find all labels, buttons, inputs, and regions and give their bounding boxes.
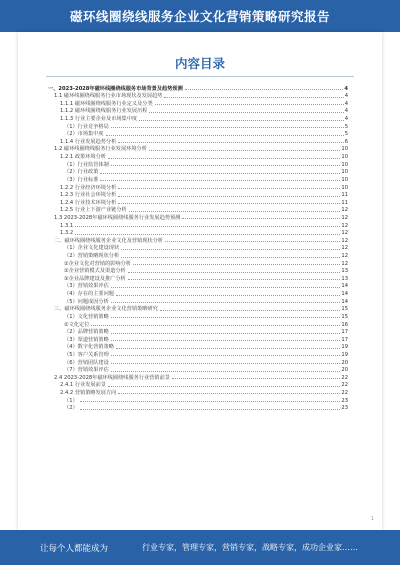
toc-leader-dots [165, 241, 340, 242]
report-footer [0, 530, 400, 565]
toc-entry-text: 1.2.5 行业上下游产业链分析 [60, 207, 127, 214]
page-number: 1 [370, 516, 374, 522]
toc-entry[interactable] [48, 84, 348, 92]
toc-leader-dots [182, 218, 340, 219]
toc-entry-text: （2）行业政策 [64, 169, 99, 176]
toc-entry[interactable] [48, 274, 348, 282]
toc-entry[interactable] [48, 373, 348, 381]
toc-entry-text: （1）文化营销策略 [64, 313, 109, 320]
toc-entry[interactable] [48, 320, 348, 328]
toc-entry-page: 10 [341, 169, 348, 176]
toc-entry-text: 1.1.2 磁环线圈绕线服务行业发展历程 [60, 108, 148, 115]
toc-entry[interactable] [48, 259, 348, 267]
toc-entry-text: （1）行业监管体制 [64, 161, 109, 168]
toc-entry[interactable] [48, 404, 348, 412]
toc-entry-page: 10 [341, 154, 348, 161]
toc-leader-dots [129, 211, 341, 212]
toc-leader-dots [111, 165, 341, 166]
toc-entry[interactable] [48, 206, 348, 214]
toc-entry-text: （3）营销效果评估 [64, 283, 109, 290]
toc-entry-text: 1.1.3 行业主要企业及市场集中度 [60, 116, 138, 123]
footer-slogan-right: 行业专家，管理专家，营销专家，战略专家，成功企业家…… [142, 543, 359, 552]
toc-leader-dots [160, 310, 341, 311]
toc-entry-page: 15 [341, 306, 348, 313]
toc-entry-text: 1.1 磁环线圈绕线服务行业市场现状及发展趋势 [54, 93, 163, 100]
toc-leader-dots [111, 127, 344, 128]
toc-entry-text: 1.1.4 行业发展趋势分析 [60, 138, 117, 145]
toc-entry[interactable] [48, 343, 348, 351]
toc-entry-page: 6 [344, 138, 348, 145]
toc-entry[interactable] [48, 92, 348, 100]
toc-leader-dots [121, 249, 340, 250]
toc-entry-text: （3）行业标准 [64, 176, 99, 183]
toc-entry-text: （3）渠道营销策略 [64, 336, 109, 343]
toc-entry-page: 19 [341, 351, 348, 358]
toc-leader-dots [118, 142, 343, 143]
toc-entry-page: 22 [341, 382, 348, 389]
toc-leader-dots [172, 378, 340, 379]
toc-entry-page: 17 [341, 329, 348, 336]
toc-entry[interactable] [48, 251, 348, 259]
toc-page [18, 32, 382, 530]
toc-entry-text: 1.2.3 行业社会环境分析 [60, 192, 117, 199]
toc-leader-dots [91, 325, 340, 326]
toc-entry-text: （4）数字化营销策略 [64, 344, 114, 351]
toc-leader-dots [128, 279, 341, 280]
toc-entry-page: 12 [341, 253, 348, 260]
toc-entry-page: 13 [341, 275, 348, 282]
toc-leader-dots [185, 89, 344, 90]
toc-leader-dots [111, 363, 341, 364]
toc-entry-text: 2.4.1 行业发展前景 [60, 382, 106, 389]
toc-leader-dots [121, 257, 340, 258]
toc-leader-dots [111, 340, 341, 341]
toc-leader-dots [108, 386, 340, 387]
toc-entry-text: 1.3.2 [60, 230, 74, 237]
toc-entry[interactable] [48, 312, 348, 320]
toc-entry-page: 20 [341, 359, 348, 366]
toc-entry-text: （7）营销效果评估 [64, 367, 109, 374]
toc-entry[interactable] [48, 160, 348, 168]
toc-entry-text: （2）营销策略现状分析 [64, 253, 120, 260]
toc-entry[interactable] [48, 107, 348, 115]
toc-entry[interactable] [48, 366, 348, 374]
toc-entry[interactable] [48, 168, 348, 176]
toc-entry[interactable] [48, 137, 348, 145]
toc-entry-text: （1）行业竞争格局 [64, 123, 109, 130]
toc-entry[interactable] [48, 289, 348, 297]
toc-entry-page: 13 [341, 268, 348, 275]
toc-entry[interactable] [48, 381, 348, 389]
toc-entry-text: ③企业品牌建设及推广分析 [64, 275, 126, 282]
toc-leader-dots [164, 97, 343, 98]
toc-entry[interactable] [48, 152, 348, 160]
toc-entry-page: 11 [341, 192, 348, 199]
toc-leader-dots [139, 120, 344, 121]
toc-entry-page: 15 [341, 313, 348, 320]
toc-entry[interactable] [48, 236, 348, 244]
toc-entry[interactable] [48, 213, 348, 221]
toc-leader-dots [118, 203, 340, 204]
toc-leader-dots [106, 135, 344, 136]
toc-entry-text: （2）品牌营销策略 [64, 329, 109, 336]
toc-leader-dots [133, 264, 340, 265]
toc-leader-dots [118, 393, 340, 394]
report-title: 磁环线圈绕线服务企业文化营销策略研究报告 [69, 9, 330, 24]
toc-leader-dots [116, 348, 340, 349]
toc-entry[interactable] [48, 282, 348, 290]
toc-entry[interactable] [48, 130, 348, 138]
toc-entry-text: 1.2 磁环线圈绕线服务行业发展环境分析 [54, 146, 147, 153]
toc-entry[interactable] [48, 221, 348, 229]
toc-entry-text: ①文化定位 [64, 321, 90, 328]
toc-leader-dots [75, 226, 340, 227]
toc-entry[interactable] [48, 198, 348, 206]
toc-entry[interactable] [48, 122, 348, 130]
toc-entry-page: 12 [341, 245, 348, 252]
toc-entry-page: 11 [341, 199, 348, 206]
toc-entry-text: （5）问题成因分析 [64, 298, 109, 305]
toc-entry-page: 16 [341, 321, 348, 328]
toc-leader-dots [80, 409, 341, 410]
toc-entry[interactable] [48, 388, 348, 396]
toc-entry-page: 12 [341, 214, 348, 221]
toc-entry-text: （6）营销团队建设 [64, 359, 109, 366]
toc-entry-text: 1.2.2 行业经济环境分析 [60, 184, 117, 191]
toc-entry-page: 5 [344, 123, 348, 130]
toc-entry[interactable] [48, 297, 348, 305]
toc-leader-dots [100, 173, 340, 174]
toc-entry-text: 2.4.2 营销策略发展方向 [60, 389, 117, 396]
toc-entry-text: （1）企业文化建设现状 [64, 245, 120, 252]
toc-leader-dots [108, 158, 340, 159]
toc-entry-page: 4 [344, 85, 348, 92]
toc-entry-text: 二、磁环线圈绕线服务企业文化及营销现状分析 [54, 237, 163, 244]
report-header [0, 0, 400, 32]
toc-leader-dots [100, 180, 340, 181]
toc-entry-page: 20 [341, 367, 348, 374]
toc-entry[interactable] [48, 114, 348, 122]
toc-entry[interactable] [48, 244, 348, 252]
toc-entry-page: 12 [341, 260, 348, 267]
toc-entry-text: （2） [64, 405, 78, 412]
toc-leader-dots [111, 302, 341, 303]
toc-entry[interactable] [48, 358, 348, 366]
toc-entry[interactable] [48, 99, 348, 107]
toc-entry-page: 22 [341, 389, 348, 396]
toc-entry-page: 4 [344, 100, 348, 107]
toc-entry-page: 17 [341, 336, 348, 343]
toc-leader-dots [155, 104, 344, 105]
toc-entry-text: 1.2.1 政策环境分析 [60, 154, 106, 161]
toc-entry-text: 2.4 2023-2028年磁环线圈绕线服务行业营销前景 [54, 374, 170, 381]
toc-leader-dots [118, 196, 340, 197]
toc-entry-page: 10 [341, 146, 348, 153]
toc-entry-text: （4）存在的主要问题 [64, 291, 114, 298]
toc-entry-page: 22 [341, 374, 348, 381]
toc-entry-page: 4 [344, 116, 348, 123]
toc-entry-page: 19 [341, 344, 348, 351]
toc-entry[interactable] [48, 191, 348, 199]
toc-leader-dots [80, 401, 341, 402]
toc-leader-dots [128, 272, 341, 273]
toc-leader-dots [75, 234, 340, 235]
toc-entry[interactable] [48, 229, 348, 237]
toc-entry-text: 1.3 2023-2028年磁环线圈绕线服务行业发展趋势预测 [54, 214, 181, 221]
toc-leader-dots [111, 371, 341, 372]
toc-entry-text: （1） [64, 397, 78, 404]
toc-entry-page: 12 [341, 237, 348, 244]
toc-entry-page: 14 [341, 283, 348, 290]
footer-slogan-left: 让每个人都能成为 [40, 543, 109, 554]
toc-entry-text: ①企业文化对营销的影响分析 [64, 260, 131, 267]
toc-entry-page: 10 [341, 161, 348, 168]
toc-entry-page: 10 [341, 176, 348, 183]
toc-entry-page: 23 [341, 397, 348, 404]
toc-leader-dots [149, 112, 343, 113]
toc-leader-dots [116, 295, 340, 296]
toc-leader-dots [111, 317, 341, 318]
toc-entry-page: 14 [341, 291, 348, 298]
toc-entry-text: 一、2023-2028年磁环线圈绕线服务市场背景及趋势预测 [48, 85, 183, 92]
toc-entry-text: ②企业营销模式及渠道分析 [64, 268, 126, 275]
toc-entry-page: 10 [341, 184, 348, 191]
toc-leader-dots [149, 150, 340, 151]
toc-entry-text: 1.1.1 磁环线圈绕线服务行业定义及分类 [60, 100, 153, 107]
toc-leader-dots [118, 188, 340, 189]
toc-title: 内容目录 [174, 56, 225, 71]
toc-entry-text: 三、磁环线圈绕线服务企业文化营销策略研究 [54, 306, 158, 313]
toc-entry-page: 5 [344, 131, 348, 138]
toc-entry[interactable] [48, 183, 348, 191]
toc-entry[interactable] [48, 175, 348, 183]
toc-entry-text: （5）客户关系管理 [64, 351, 109, 358]
toc-entry[interactable] [48, 267, 348, 275]
toc-leader-dots [111, 355, 341, 356]
toc-entry-page: 12 [341, 222, 348, 229]
toc-entry-text: 1.3.1 [60, 222, 74, 229]
toc-leader-dots [111, 333, 341, 334]
toc-divider [46, 76, 354, 77]
toc-list [48, 84, 348, 534]
toc-entry-text: （2）市场集中度 [64, 131, 104, 138]
toc-entry[interactable] [48, 350, 348, 358]
toc-entry[interactable] [48, 305, 348, 313]
toc-entry[interactable] [48, 328, 348, 336]
toc-entry-page: 12 [341, 207, 348, 214]
toc-leader-dots [111, 287, 341, 288]
toc-entry-page: 4 [344, 93, 348, 100]
toc-entry[interactable] [48, 335, 348, 343]
toc-entry[interactable] [48, 145, 348, 153]
toc-entry-page: 12 [341, 230, 348, 237]
toc-entry-page: 4 [344, 108, 348, 115]
toc-entry-page: 14 [341, 298, 348, 305]
toc-entry[interactable] [48, 396, 348, 404]
toc-entry-text: 1.2.4 行业技术环境分析 [60, 199, 117, 206]
toc-entry-page: 23 [341, 405, 348, 412]
